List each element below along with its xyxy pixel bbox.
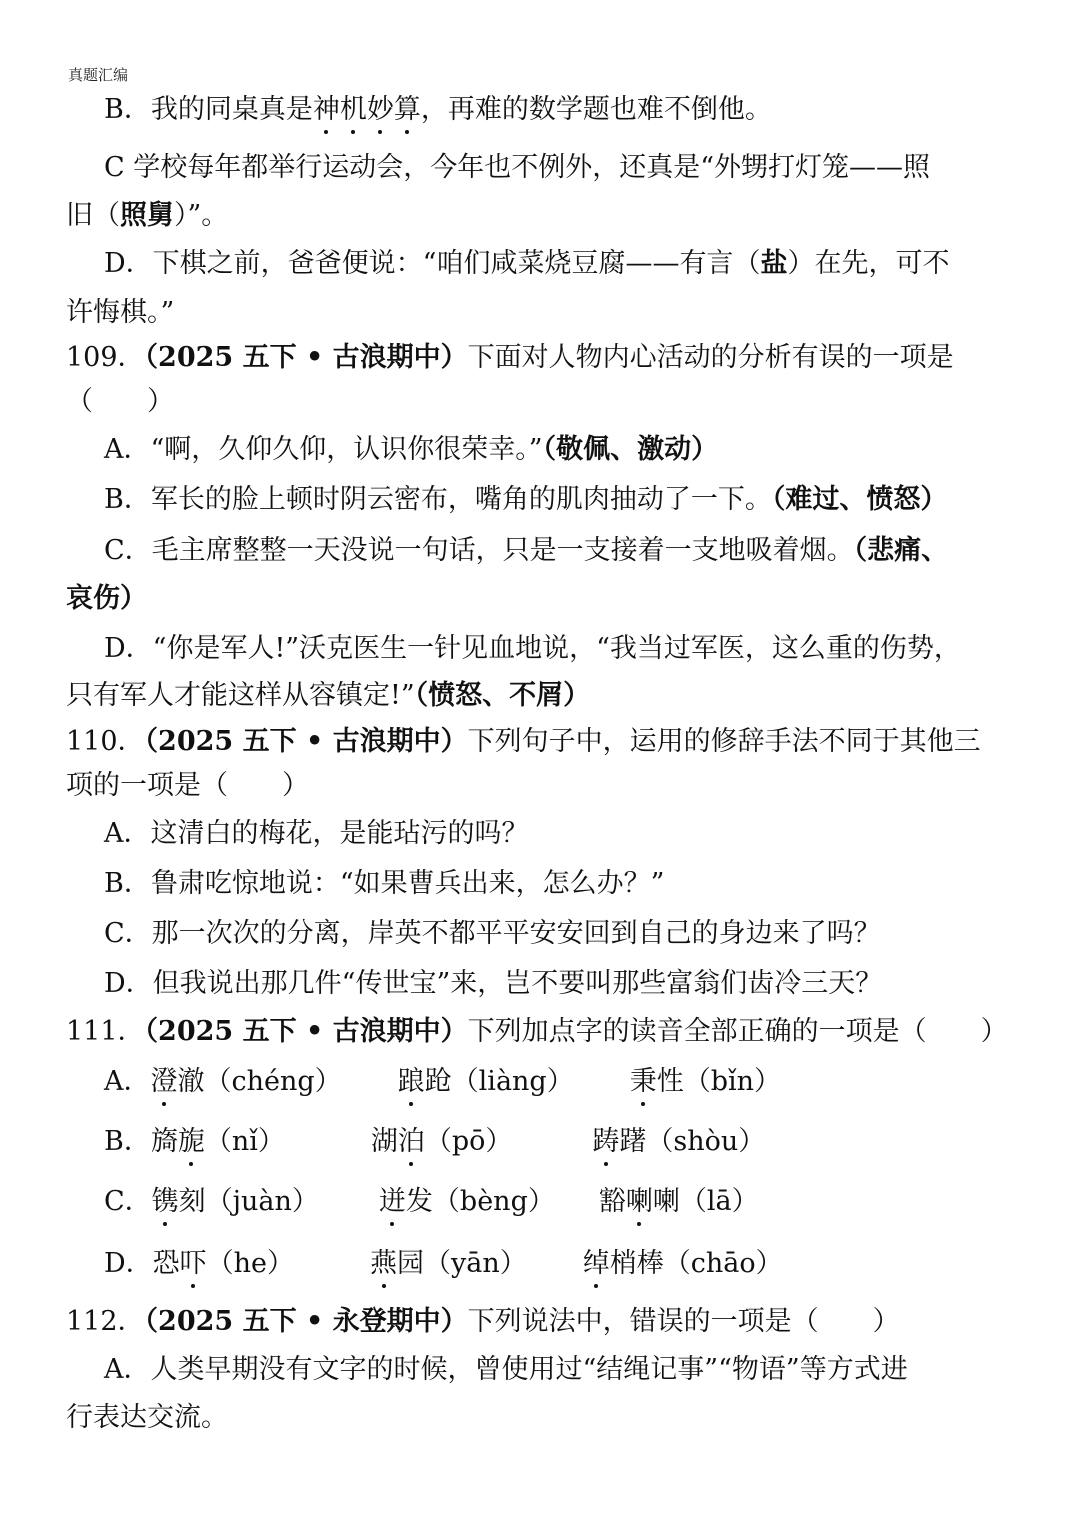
q111-stem-text: 下列加点字的读音全部正确的一项是（ ）	[467, 1016, 1008, 1047]
option-label: C．	[104, 1186, 152, 1217]
q108-option-d-line2: 许悔棋。”	[66, 297, 175, 328]
q109-a-analysis: （敬佩、激动）	[542, 434, 719, 465]
word-post: 跄（liàng）	[424, 1066, 574, 1097]
word-post: （pō）	[424, 1126, 513, 1157]
q110-source-tag: （2025 五下 • 古浪期中）	[144, 726, 468, 757]
dotted-char: 燕	[370, 1244, 397, 1284]
dotted-char: 踌	[592, 1122, 619, 1162]
q110-number: 110．	[66, 726, 145, 757]
q108-c-post: ）”。	[174, 200, 229, 231]
q109-option-c-cont: 哀伤）	[66, 583, 147, 614]
q111-number: 111．	[66, 1016, 145, 1047]
q111-source-tag: （2025 五下 • 古浪期中）	[144, 1016, 468, 1047]
dotted-char: 吓	[180, 1244, 207, 1284]
q109-number: 109．	[66, 342, 145, 373]
q111-option-b	[104, 1122, 765, 1162]
q109-option-b	[104, 480, 1018, 520]
q112-stem	[66, 1302, 1018, 1342]
q110-stem-line2: 项的一项是（ ）	[66, 770, 309, 801]
q108-d-answer: 盐	[760, 248, 788, 279]
q109-a-text: A．“啊，久仰久仰，认识你很荣幸。”	[104, 434, 543, 465]
dotted-char: 泊	[398, 1122, 425, 1162]
q110-stem	[66, 722, 1018, 762]
word-pre: 湖	[370, 1126, 398, 1157]
q109-b-analysis: （难过、愤怒）	[771, 484, 948, 515]
q109-d-text: 只有军人才能这样从容镇定!”	[66, 680, 415, 711]
q110-option-c: C．那一次次的分离，岸英不都平平安安回到自己的身边来了吗？	[104, 918, 881, 949]
q111-option-c	[104, 1182, 759, 1222]
q108-option-c-line2	[66, 196, 1018, 236]
dotted-char: 迸	[379, 1182, 406, 1222]
q110-option-a: A．这清白的梅花，是能玷污的吗？	[104, 818, 529, 849]
word-post: （he）	[206, 1248, 295, 1279]
word-post: 躇（shòu）	[619, 1126, 766, 1157]
q109-c-analysis: （悲痛、	[853, 535, 949, 566]
word-pre: 豁	[598, 1186, 626, 1217]
q108-d-pre: D．下棋之前，爸爸便说：“咱们咸菜烧豆腐——有言（	[104, 248, 761, 279]
word-post: 梢棒（chāo）	[609, 1248, 783, 1279]
q108-option-b	[104, 90, 1018, 130]
word-pre: 恐	[152, 1248, 180, 1279]
dotted-char: 镌	[152, 1182, 179, 1222]
option-label: A．	[104, 1066, 151, 1097]
q108-b-dotted-char: 机	[340, 90, 367, 130]
q108-b-pre: B．我的同桌真是	[104, 94, 313, 125]
q111-option-d	[104, 1244, 783, 1284]
q111-stem	[66, 1012, 1018, 1052]
q110-option-b: B．鲁肃吃惊地说：“如果曹兵出来，怎么办？”	[104, 868, 665, 899]
word-post: 园（yān）	[397, 1248, 527, 1279]
q109-option-a	[104, 430, 1018, 470]
q109-stem	[66, 338, 1018, 378]
q109-answer-blank: （ ）	[66, 386, 174, 417]
dotted-char: 绰	[583, 1244, 610, 1284]
word-post: 发（bèng）	[405, 1186, 555, 1217]
q108-d-post: ）在先，可不	[787, 248, 950, 279]
q109-b-text: B．军长的脸上顿时阴云密布，嘴角的肌肉抽动了一下。	[104, 484, 772, 515]
q112-option-a-line2: 行表达交流。	[66, 1402, 228, 1433]
q108-b-dotted-char: 算	[394, 90, 421, 130]
option-label: B．	[104, 1126, 151, 1157]
page-header: 真题汇编	[68, 66, 129, 84]
q109-option-d-line1: D．“你是军人!”沃克医生一针见血地说，“我当过军医，这么重的伤势，	[104, 633, 961, 664]
dotted-char: 踉	[398, 1062, 425, 1102]
q108-b-post: ，再难的数学题也难不倒他。	[420, 94, 772, 125]
q111-option-a	[104, 1062, 781, 1102]
word-post: 刻（juàn）	[178, 1186, 319, 1217]
q109-option-c	[104, 531, 1018, 571]
dotted-char: 旎	[178, 1122, 205, 1162]
q112-option-a-line1: A．人类早期没有文字的时候，曾使用过“结绳记事”“物语”等方式进	[104, 1354, 908, 1385]
q108-b-dotted-char: 神	[313, 90, 340, 130]
q109-option-d-line2	[66, 676, 1018, 716]
q108-option-c-line1: C 学校每年都举行运动会，今年也不例外，还真是“外甥打灯笼——照	[104, 152, 931, 183]
word-pre: 旖	[150, 1126, 178, 1157]
q109-d-analysis: （愤怒、不屑）	[414, 680, 591, 711]
dotted-char: 喇	[626, 1182, 653, 1222]
q109-source-tag: （2025 五下 • 古浪期中）	[144, 342, 468, 373]
q112-source-tag: （2025 五下 • 永登期中）	[144, 1306, 468, 1337]
q108-c-pre: 旧（	[66, 200, 120, 231]
q109-c-text: C．毛主席整整一天没说一句话，只是一支接着一支地吸着烟。	[104, 535, 854, 566]
q109-stem-text: 下面对人物内心活动的分析有误的一项是	[467, 342, 954, 373]
q108-b-dotted-char: 妙	[367, 90, 394, 130]
word-post: 性（bǐn）	[656, 1066, 782, 1097]
word-post: 喇（lā）	[652, 1186, 759, 1217]
word-post: 澈（chéng）	[177, 1066, 342, 1097]
dotted-char: 澄	[151, 1062, 178, 1102]
word-post: （nǐ）	[204, 1126, 285, 1157]
dotted-char: 秉	[630, 1062, 657, 1102]
q110-option-d: D．但我说出那几件“传世宝”来，岂不要叫那些富翁们齿冷三天？	[104, 968, 883, 999]
q112-number: 112．	[66, 1306, 145, 1337]
q108-c-answer: 照舅	[120, 200, 174, 231]
q110-stem-text: 下列句子中，运用的修辞手法不同于其他三	[467, 726, 981, 757]
option-label: D．	[104, 1248, 153, 1279]
q112-stem-text: 下列说法中，错误的一项是（ ）	[467, 1306, 900, 1337]
q108-option-d-line1	[104, 244, 1018, 284]
